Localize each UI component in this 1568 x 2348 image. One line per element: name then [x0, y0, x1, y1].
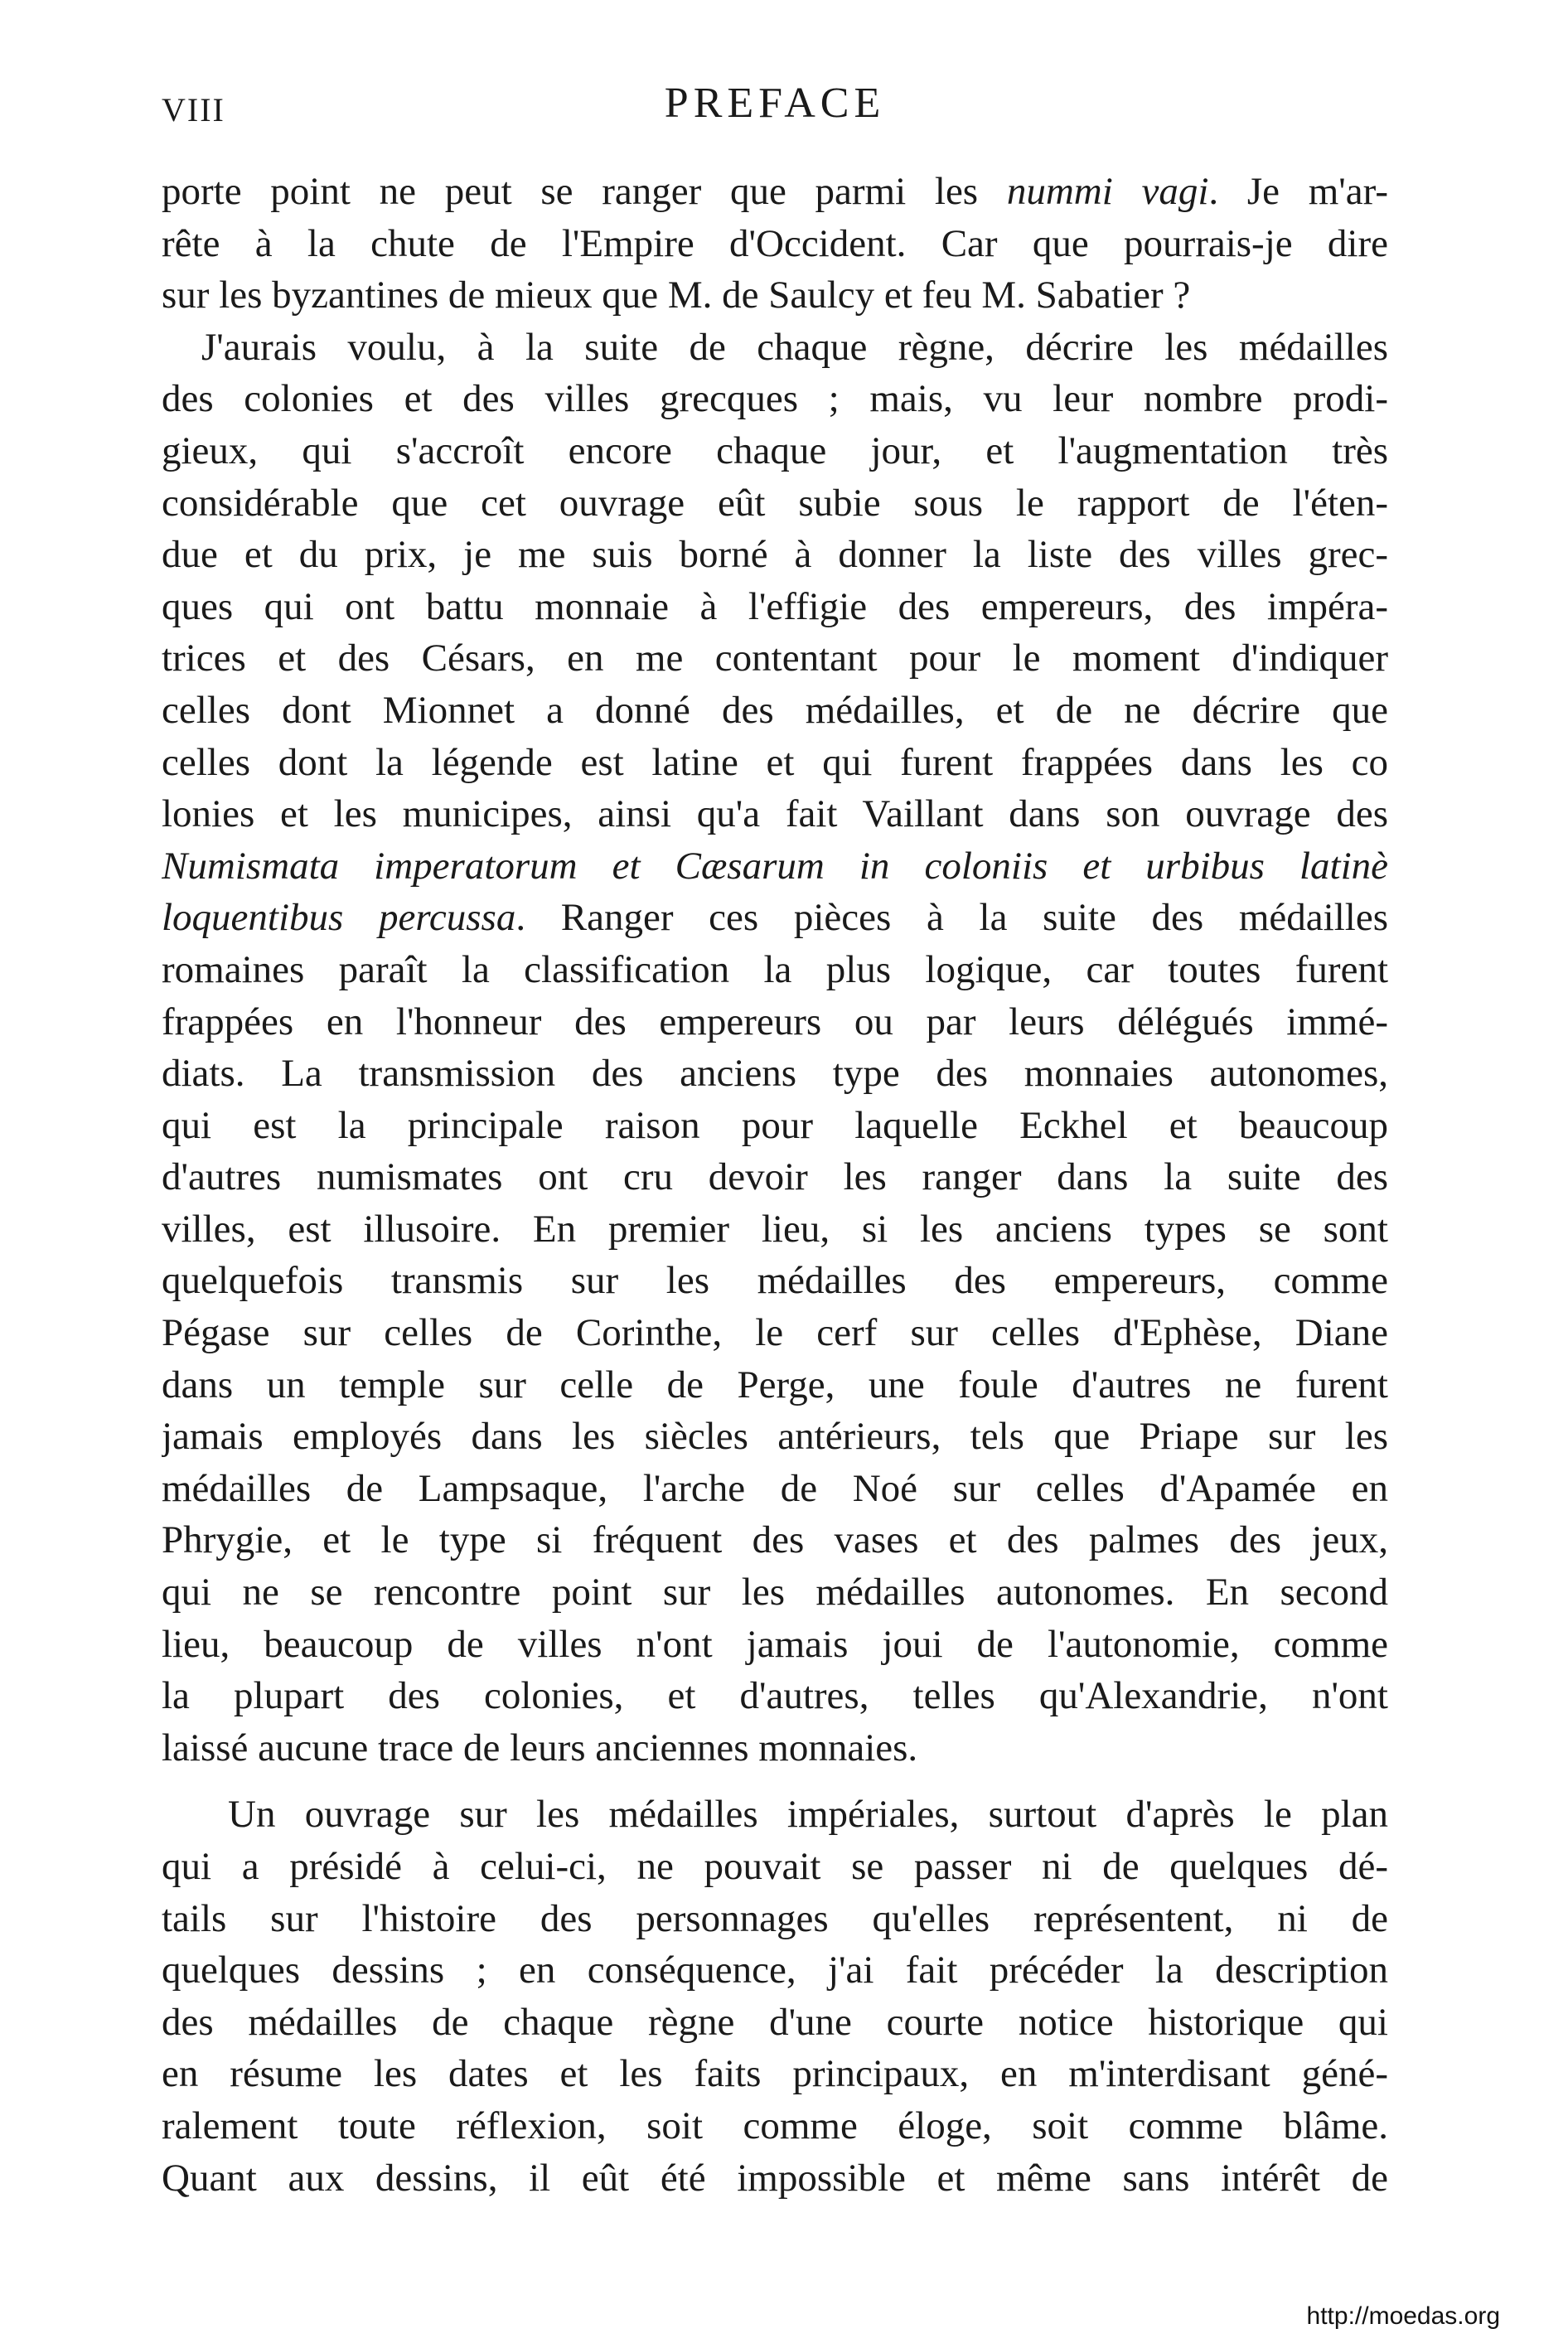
- text-line: Un ouvrage sur les médailles impériales, surtout d'après le plan: [228, 1793, 1388, 1837]
- text-line: villes, est illusoire. En premier lieu, si les anciens types se sont: [162, 1207, 1388, 1251]
- text-line: considérable que cet ouvrage eût subie sous le rapport de l'éten-: [162, 481, 1388, 525]
- text-line-italic-title: Numismata imperatorum et Cæsarum in coloniis et urbibus latinè: [162, 844, 1388, 888]
- text-line: [162, 892, 1388, 944]
- paragraph-2: [162, 322, 1388, 1774]
- text-line: des colonies et des villes grecques ; mais, vu leur nombre prodi-: [162, 377, 1388, 421]
- text-line: quelques dessins ; en conséquence, j'ai fait précéder la description: [162, 1949, 1388, 1992]
- italic-title-end: loquentibus percussa: [162, 896, 516, 940]
- text-line: Quant aux dessins, il eût été impossible et même sans intérêt de: [162, 2156, 1388, 2200]
- text-line: J'aurais voulu, à la suite de chaque règne, décrire les médailles: [201, 325, 1388, 369]
- text-line: qui est la principale raison pour laquelle Eckhel et beaucoup: [162, 1103, 1388, 1147]
- text-line: dans un temple sur celle de Perge, une foule d'autres ne furent: [162, 1363, 1388, 1406]
- paragraph-3: [162, 1789, 1388, 2204]
- text-line: Pégase sur celles de Corinthe, le cerf sur celles d'Ephèse, Diane: [162, 1311, 1388, 1355]
- text-line: Phrygie, et le type si fréquent des vases et des palmes des jeux,: [162, 1518, 1388, 1562]
- page-header: [162, 79, 1388, 137]
- running-head-title: PREFACE: [664, 80, 886, 127]
- text-line: romaines paraît la classification la plus logique, car toutes furent: [162, 947, 1388, 991]
- text-line: rête à la chute de l'Empire d'Occident. Car que pourrais-je dire: [162, 221, 1388, 265]
- text-line: des médailles de chaque règne d'une courte notice historique qui: [162, 2000, 1388, 2044]
- text-line: sur les byzantines de mieux que M. de Saulcy et feu M. Sabatier ?: [162, 274, 1191, 317]
- text-line: celles dont Mionnet a donné des médailles, et de ne décrire que: [162, 688, 1388, 732]
- body-text: [162, 166, 1388, 2204]
- text-line: ques qui ont battu monnaie à l'effigie des empereurs, des impéra-: [162, 584, 1388, 628]
- text-line: diats. La transmission des anciens type des monnaies autonomes,: [162, 1052, 1388, 1096]
- text-segment: . Je m'ar-: [1208, 170, 1388, 213]
- text-line: la plupart des colonies, et d'autres, telles qu'Alexandrie, n'ont: [162, 1674, 1388, 1718]
- text-line: ralement toute réflexion, soit comme éloge, soit comme blâme.: [162, 2104, 1388, 2147]
- source-url[interactable]: http://moedas.org: [1306, 2302, 1500, 2330]
- text-line: lonies et les municipes, ainsi qu'a fait Vaillant dans son ouvrage des: [162, 792, 1388, 836]
- text-line: lieu, beaucoup de villes n'ont jamais joui de l'autonomie, comme: [162, 1622, 1388, 1666]
- text-line: gieux, qui s'accroît encore chaque jour, et l'augmentation très: [162, 428, 1388, 472]
- text-line: tails sur l'histoire des personnages qu'elles représentent, ni de: [162, 1896, 1388, 1940]
- text-line: médailles de Lampsaque, l'arche de Noé sur celles d'Apamée en: [162, 1466, 1388, 1510]
- text-segment: porte point ne peut se ranger que parmi les: [162, 170, 1007, 213]
- text-line: quelquefois transmis sur les médailles des empereurs, comme: [162, 1259, 1388, 1303]
- text-line: celles dont la légende est latine et qui furent frappées dans les co: [162, 740, 1388, 784]
- text-line: [162, 166, 1388, 218]
- page-number: VIII: [162, 91, 225, 128]
- paragraph-1: [162, 166, 1388, 322]
- paragraph-spacer: [162, 1774, 1388, 1789]
- text-line: qui a présidé à celui-ci, ne pouvait se passer ni de quelques dé-: [162, 1845, 1388, 1888]
- text-line: frappées en l'honneur des empereurs ou par leurs délégués immé-: [162, 1000, 1388, 1043]
- text-line: jamais employés dans les siècles antérieurs, tels que Priape sur les: [162, 1415, 1388, 1459]
- text-line: laissé aucune trace de leurs anciennes monnaies.: [162, 1726, 918, 1769]
- italic-term: nummi vagi: [1006, 170, 1209, 213]
- text-line: en résume les dates et les faits principaux, en m'interdisant géné-: [162, 2052, 1388, 2096]
- text-line: trices et des Césars, en me contentant pour le moment d'indiquer: [162, 637, 1388, 680]
- text-line: d'autres numismates ont cru devoir les ranger dans la suite des: [162, 1155, 1388, 1199]
- text-segment: . Ranger ces pièces à la suite des médailles: [515, 896, 1388, 940]
- text-line: due et du prix, je me suis borné à donner la liste des villes grec-: [162, 533, 1388, 577]
- text-line: qui ne se rencontre point sur les médailles autonomes. En second: [162, 1571, 1388, 1615]
